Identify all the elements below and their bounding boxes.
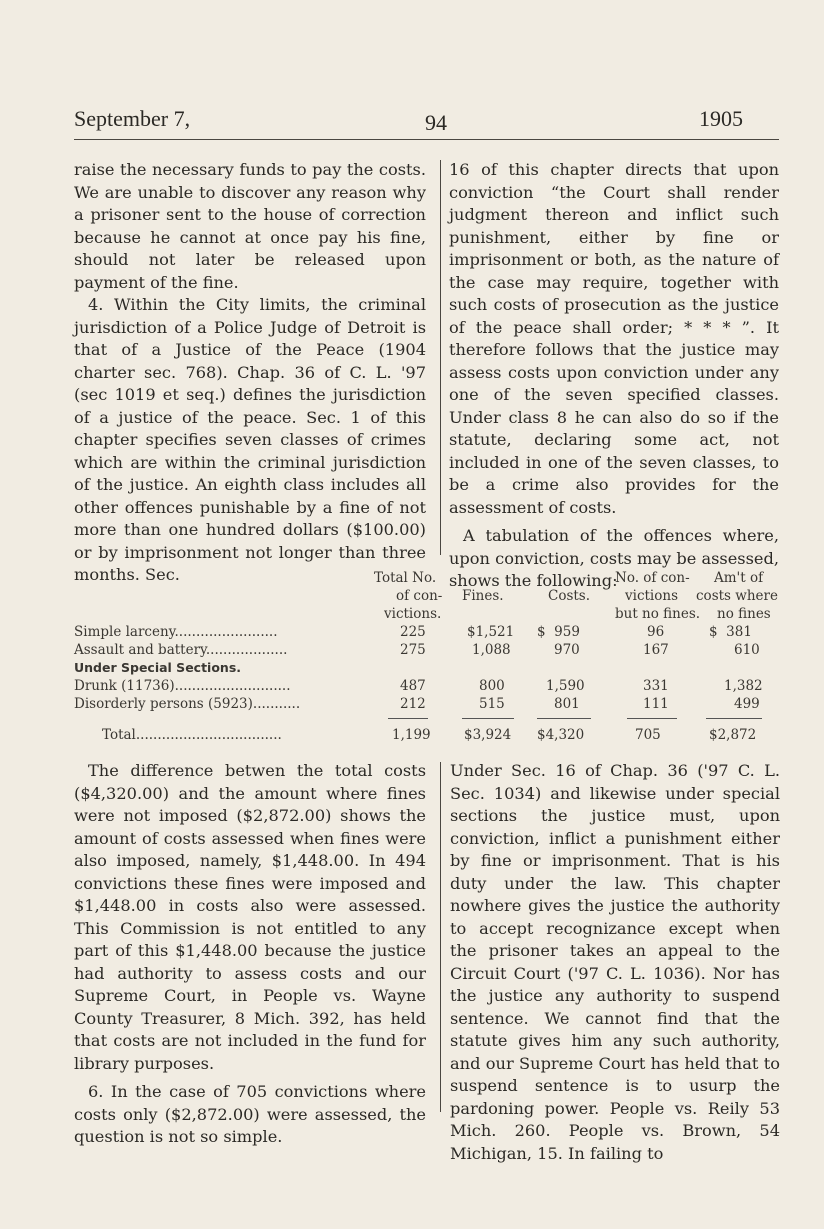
total-amt: $2,872 [709, 727, 757, 743]
header-costs: Costs. [548, 588, 591, 604]
row-total: 487 [400, 678, 426, 694]
column-divider-bottom [440, 762, 441, 1112]
row-label: Assault and battery................... [74, 642, 288, 658]
row-fines: $1,521 [467, 624, 515, 640]
row-costs: 970 [554, 642, 580, 658]
header-fines: Fines. [462, 588, 504, 604]
column-bottom-right [450, 760, 780, 1165]
row-amt: 499 [734, 696, 760, 712]
row-nofines: 96 [647, 624, 665, 640]
header-date: September 7, [74, 106, 191, 131]
total-costs: $4,320 [537, 727, 585, 743]
total-nofines: 705 [635, 727, 661, 743]
header-nofines-1: No. of con- [615, 570, 690, 586]
header-total-2: of con- [396, 588, 443, 604]
total-rule [627, 718, 677, 719]
row-costs: 1,590 [546, 678, 585, 694]
column-divider-top [440, 160, 441, 555]
page-number: 94 [425, 110, 447, 135]
paragraph: 4. Within the City limits, the criminal jurisdiction of a Police Judge of Detroit is that of a Justice of the Peace (1904 charter sec. 768). Chap. 36 of C. L. '97 (sec 1019 et seq.) defines the jurisdiction of a justice of the peace. Sec. 1 of this chapter specifies seven classes of crimes which are within the criminal jurisdiction of the justice. An eighth class includes all other offences punishable by a fine of not more than one hundred dollars ($100.00) or by imprisonment not longer than three months. Sec. [74, 295, 426, 584]
row-label: Drunk (11736)........................... [74, 678, 291, 694]
row-nofines: 111 [643, 696, 669, 712]
header-nofines-2: victions [625, 588, 678, 604]
row-nofines: 331 [643, 678, 669, 694]
header-rule [74, 139, 779, 140]
header-amt-3: no fines [717, 606, 771, 622]
column-top-left [74, 159, 426, 587]
row-fines: 800 [479, 678, 505, 694]
row-label: Simple larceny........................ [74, 624, 278, 640]
paragraph: A tabulation of the offences where, upon conviction, costs may be assessed, shows the following: [449, 526, 779, 590]
paragraph: Under Sec. 16 of Chap. 36 ('97 C. L. Sec. 1034) and likewise under special sections the justice must, upon conviction, inflict a punishment either by fine or imprisonment. That is his duty under the law. This chapter nowhere gives the justice the authority to accept recognizance except when the prisoner takes an appeal to the Circuit Court ('97 C. L. 1036). Nor has the justice any authority to suspend sentence. We cannot find that the statute gives him any such authority, and our Supreme Court has held that to suspend sentence is to usurp the pardoning power. People vs. Reily 53 Mich. 260. People vs. Brown, 54 Michigan, 15. In failing to [450, 761, 780, 1163]
column-bottom-left [74, 760, 426, 1149]
row-total: 275 [400, 642, 426, 658]
total-fines: $3,924 [464, 727, 512, 743]
row-costs: 801 [554, 696, 580, 712]
row-nofines: 167 [643, 642, 669, 658]
paragraph: 6. In the case of 705 convictions where costs only ($2,872.00) were assessed, the question is not so simple. [74, 1082, 426, 1146]
header-amt-2: costs where [696, 588, 778, 604]
row-label: Disorderly persons (5923)........... [74, 696, 301, 712]
row-fines: 515 [479, 696, 505, 712]
row-amt: 1,382 [724, 678, 763, 694]
column-top-right [449, 159, 779, 593]
row-amt: 610 [734, 642, 760, 658]
header-total-1: Total No. [374, 570, 437, 586]
total-rule [537, 718, 591, 719]
header-total-3: victions. [384, 606, 442, 622]
total-rule [706, 718, 762, 719]
total-rule [462, 718, 514, 719]
row-total: 212 [400, 696, 426, 712]
paragraph: The difference betwen the total costs ($4,320.00) and the amount where fines were not imposed ($2,872.00) shows the amount of costs assessed when fines were also imposed, namely, $1,448.00. In 494 convictions these fines were imposed and $1,448.00 in costs also were assessed. This Commission is not entitled to any part of this $1,448.00 because the justice had authority to assess costs and our Supreme Court, in People vs. Wayne County Treasurer, 8 Mich. 392, has held that costs are not included in the fund for library purposes. [74, 761, 426, 1073]
total-label: Total.................................. [102, 727, 282, 743]
row-amt: $ 381 [709, 624, 752, 640]
total-rule [388, 718, 428, 719]
row-costs: $ 959 [537, 624, 580, 640]
total-count: 1,199 [392, 727, 431, 743]
header-nofines-3: but no fines. [615, 606, 701, 622]
paragraph: 16 of this chapter directs that upon conviction “the Court shall render judgment thereon and inflict such punishment, either by fine or imprisonment or both, as the nature of the case may require, together with such costs of prosecution as the justice of the peace shall order; * * * ”. It therefore follows that the justice may assess costs upon conviction under any one of the seven specified classes. Under class 8 he can also do so if the statute, declaring some act, not included in one of the seven classes, to be a crime also provides for the assessment of costs. [449, 160, 779, 517]
row-total: 225 [400, 624, 426, 640]
header-year: 1905 [699, 106, 743, 131]
row-fines: 1,088 [472, 642, 511, 658]
section-heading: Under Special Sections. [74, 660, 242, 675]
header-amt-1: Am't of [714, 570, 764, 586]
paragraph: raise the necessary funds to pay the costs. We are unable to discover any reason why a prisoner sent to the house of correction because he cannot at once pay his fine, should not later be released upon payment of the fine. [74, 160, 426, 292]
